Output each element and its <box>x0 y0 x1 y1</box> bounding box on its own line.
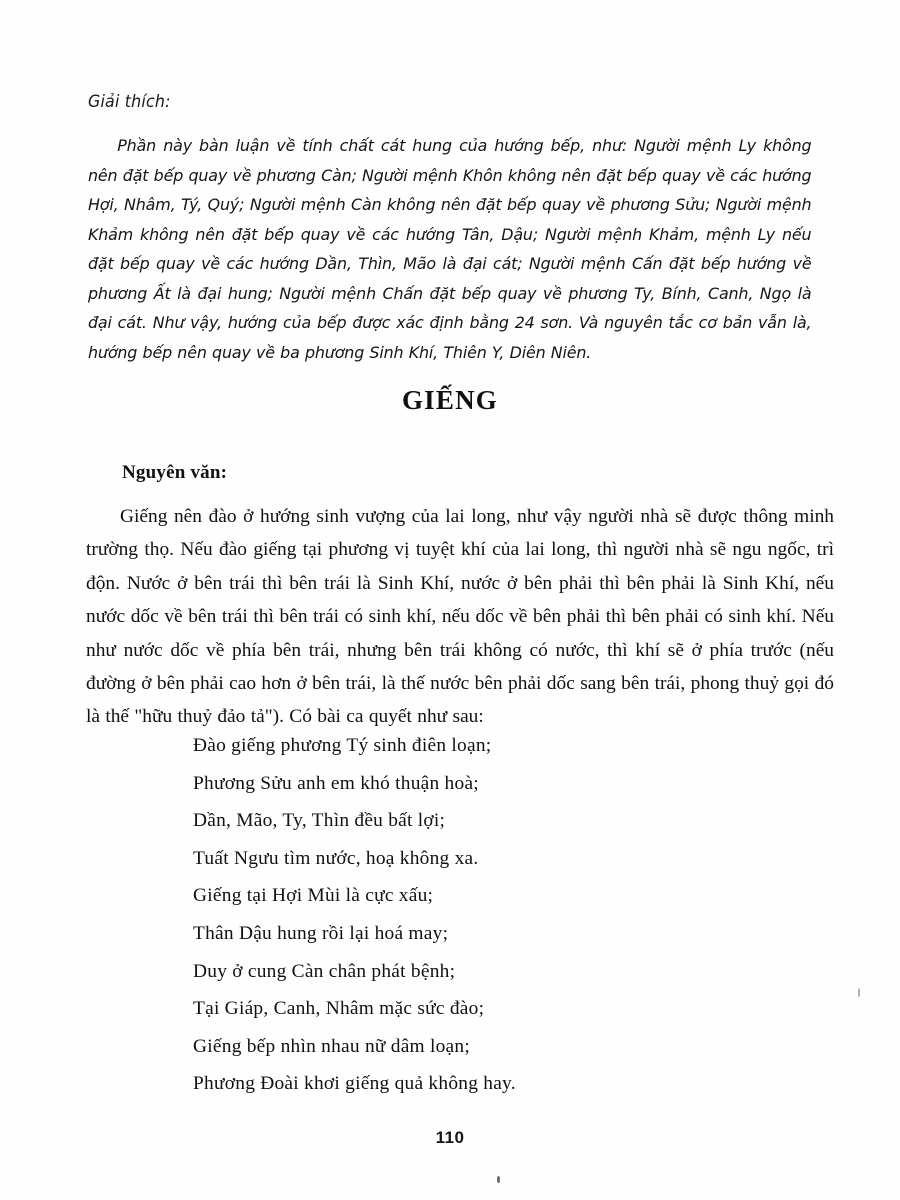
explanation-section <box>88 92 830 367</box>
body-section <box>86 500 834 734</box>
scan-speck-artifact <box>858 988 860 997</box>
explanation-paragraph: Phần này bàn luận về tính chất cát hung của hướng bếp, như: Người mệnh Ly không nên đặt bếp quay về phương Càn; Người mệnh Khôn không nên đặt bếp quay về các hướng Hợi, Nhâm, Tý, Quý; Người mệnh Càn không nên đặt bếp quay về phương Sửu; Người mệnh Khảm không nên đặt bếp quay về các hướng Tân, Dậu; Người mệnh Khảm, mệnh Ly nếu đặt bếp quay về các hướng Dần, Thìn, Mão là đại cát; Người mệnh Cấn đặt bếp hướng về phương Ất là đại hung; Người mệnh Chấn đặt bếp quay về phương Ty, Bính, Canh, Ngọ là đại cát. Như vậy, hướng của bếp được xác định bằng 24 sơn. Và nguyên tắc cơ bản vẫn là, hướng bếp nên quay về ba phương Sinh Khí, Thiên Y, Diên Niên. <box>88 136 812 362</box>
section-heading: GIẾNG <box>401 385 499 415</box>
verse-line: Tuất Ngưu tìm nước, hoạ không xa. <box>193 847 479 869</box>
explanation-label: Giải thích: <box>88 92 171 111</box>
verse-line: Phương Đoài khơi giếng quả không hay. <box>193 1073 516 1095</box>
verse-line: Giếng tại Hợi Mùi là cực xấu; <box>193 885 434 907</box>
scan-speck-artifact <box>497 1176 500 1183</box>
verse-line: Phương Sửu anh em khó thuận hoà; <box>193 772 479 794</box>
verse-line: Giếng bếp nhìn nhau nữ dâm loạn; <box>193 1035 470 1057</box>
verse-line: Duy ở cung Càn chân phát bệnh; <box>193 960 456 982</box>
page-number: 110 <box>435 1128 465 1147</box>
verse-block <box>193 727 793 1103</box>
original-text-label: Nguyên văn: <box>122 462 228 483</box>
body-paragraph: Giếng nên đào ở hướng sinh vượng của lai long, như vậy người nhà sẽ được thông minh trường thọ. Nếu đào giếng tại phương vị tuyệt khí của lai long, thì người nhà sẽ ngu ngốc, trì độn. Nước ở bên trái thì bên trái là Sinh Khí, nước ở bên phải thì bên phải là Sinh Khí, nếu nước dốc về bên trái thì bên trái có sinh khí, nếu dốc về bên phải thì bên phải có sinh khí. Nếu như nước dốc về phía bên trái, nhưng bên trái không có nước, thì khí sẽ ở phía trước (nếu đường ở bên phải cao hơn ở bên trái, là thế nước bên phải dốc sang bên trái, phong thuỷ gọi đó là thế "hữu thuỷ đảo tả"). Có bài ca quyết như sau: <box>86 506 834 728</box>
verse-line: Dần, Mão, Ty, Thìn đều bất lợi; <box>193 810 446 832</box>
verse-line: Đào giếng phương Tý sinh điên loạn; <box>193 735 492 756</box>
verse-line: Tại Giáp, Canh, Nhâm mặc sức đào; <box>193 998 485 1020</box>
verse-line: Thân Dậu hung rồi lại hoá may; <box>193 922 449 944</box>
